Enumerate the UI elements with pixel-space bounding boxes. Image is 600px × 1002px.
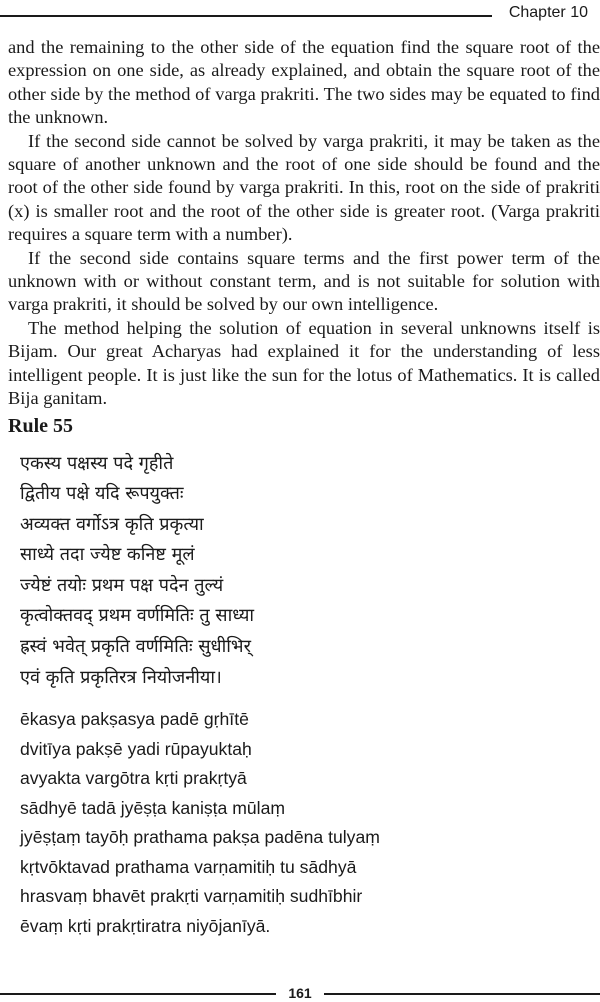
- paragraph-bijam: The method helping the solution of equation in several unknowns itself is Bijam. Our great Acharyas had explained it for the understanding of less intelligent people. It is just like the sun for the lotus of Mathematics. It is called Bija ganitam.: [8, 317, 600, 409]
- verse-line: द्वितीय पक्षे यदि रूपयुक्तः: [20, 483, 184, 505]
- transliteration-line: jyēṣṭaṃ tayōḥ prathama pakṣa padēna tulyaṃ: [20, 827, 380, 848]
- transliteration: [8, 705, 600, 941]
- header-rule: [0, 15, 492, 17]
- paragraph-continuation: and the remaining to the other side of the equation find the square root of the expression on one side, as already explained, and obtain the square root of the other side by the method of varga prakriti. The two sides may be equated to find the unknown.: [8, 37, 600, 128]
- transliteration-line: kṛtvōktavad prathama varṇamitiḥ tu sādhyā: [20, 856, 357, 877]
- verse-line: ज्येष्टं तयोः प्रथम पक्ष पदेन तुल्यं: [20, 574, 224, 596]
- chapter-label: Chapter 10: [508, 4, 588, 21]
- sanskrit-verse: [8, 449, 600, 694]
- transliteration-line: dvitīya pakṣē yadi rūpayuktaḥ: [20, 738, 252, 759]
- footer-rule-right: [324, 993, 600, 995]
- transliteration-line: hrasvaṃ bhavēt prakṛti varṇamitiḥ sudhībhir: [20, 886, 363, 907]
- page-number: 161: [288, 985, 312, 1001]
- verse-line: कृत्वोक्तवद् प्रथम वर्णमितिः तु साध्या: [20, 605, 255, 627]
- verse-line: एवं कृति प्रकृतिरत्र नियोजनीया।: [20, 666, 222, 688]
- footer-rule-left: [0, 993, 276, 995]
- page-footer: [0, 984, 600, 1002]
- rule-heading: Rule 55: [8, 414, 73, 437]
- verse-line: ह्रस्वं भवेत् प्रकृति वर्णमितिः सुधीभिर्: [20, 636, 251, 658]
- transliteration-line: avyakta vargōtra kṛti prakṛtyā: [20, 768, 247, 789]
- paragraph-varga-prakriti: If the second side cannot be solved by varga prakriti, it may be taken as the square of another unknown and the root of one side should be found and the root of the other side found by varga prakriti. In this, root on the side of prakriti (x) is smaller root and the root of the other side is greater root. (Varga prakriti requires a square term with a number).: [8, 130, 600, 245]
- verse-line: एकस्य पक्षस्य पदे गृहीते: [20, 452, 174, 474]
- page-body: [8, 36, 600, 941]
- transliteration-line: ēkasya pakṣasya padē gṛhītē: [20, 709, 249, 730]
- page-header: [0, 0, 600, 30]
- verse-line: अव्यक्त वर्गोऽत्र कृति प्रकृत्या: [20, 513, 204, 535]
- verse-line: साध्ये तदा ज्येष्ट कनिष्ट मूलं: [20, 544, 195, 566]
- transliteration-line: ēvaṃ kṛti prakṛtiratra niyōjanīyā.: [20, 915, 271, 936]
- transliteration-line: sādhyē tadā jyēṣṭa kaniṣṭa mūlaṃ: [20, 797, 286, 818]
- paragraph-square-terms: If the second side contains square terms and the first power term of the unknown with or without constant term, and is not suitable for solution with varga prakriti, it should be solved by our own intelligence.: [8, 247, 600, 315]
